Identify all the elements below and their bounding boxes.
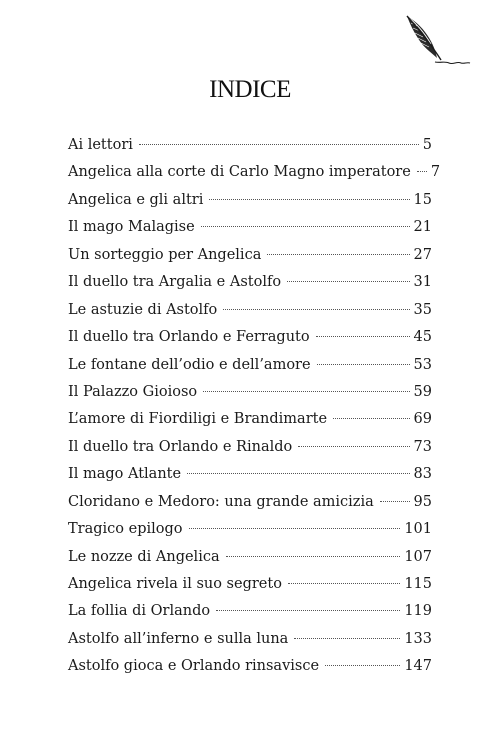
toc-entry [68, 384, 432, 411]
dot-leader [294, 638, 400, 639]
toc-entry-title: L’amore di Fiordiligi e Brandimarte [68, 411, 328, 428]
toc-entry-page-number: 119 [404, 603, 432, 620]
toc-entry-page-number: 5 [422, 137, 432, 153]
toc-entry-title: Cloridano e Medoro: una grande amicizia [68, 493, 374, 510]
table-of-contents [68, 137, 441, 686]
toc-entry-title: Tragico epilogo [68, 521, 183, 538]
toc-entry [68, 219, 432, 246]
quill-pen-icon [405, 14, 471, 70]
toc-entry-page-number: 115 [404, 576, 432, 592]
toc-entry [68, 137, 432, 164]
toc-entry [68, 521, 432, 548]
toc-entry [68, 658, 432, 685]
toc-entry-page-number: 35 [413, 301, 432, 318]
toc-entry-title: Angelica e gli altri [68, 191, 204, 208]
toc-entry-title: Angelica rivela il suo segreto [68, 576, 282, 592]
dot-leader [317, 364, 410, 365]
dot-leader [226, 556, 401, 557]
toc-entry-title: Le astuzie di Astolfo [68, 301, 218, 318]
toc-entry [68, 603, 432, 630]
toc-entry [68, 631, 432, 658]
dot-leader [316, 336, 410, 337]
dot-leader [298, 446, 409, 447]
toc-entry-title: Il duello tra Orlando e Rinaldo [68, 438, 293, 455]
toc-entry [68, 192, 432, 219]
dot-leader [187, 473, 409, 474]
toc-entry [68, 357, 432, 384]
toc-entry [68, 411, 432, 438]
toc-entry-page-number: 21 [413, 219, 432, 236]
toc-entry-page-number: 7 [430, 164, 441, 181]
toc-entry-title: Il duello tra Argalia e Astolfo [68, 274, 282, 291]
toc-entry-page-number: 15 [413, 191, 432, 208]
toc-entry [68, 576, 432, 603]
dot-leader [223, 309, 409, 310]
dot-leader [201, 226, 410, 227]
toc-entry [68, 164, 441, 191]
dot-leader [189, 528, 401, 529]
dot-leader [203, 391, 409, 392]
toc-entry-page-number: 31 [413, 274, 432, 291]
toc-entry-page-number: 101 [404, 521, 432, 538]
toc-entry [68, 494, 432, 521]
toc-entry-title: Astolfo all’inferno e sulla luna [68, 630, 289, 647]
toc-entry-page-number: 45 [413, 329, 432, 346]
toc-entry-title: Astolfo gioca e Orlando rinsavisce [68, 658, 320, 675]
dot-leader [325, 665, 400, 666]
toc-entry-title: Il duello tra Orlando e Ferraguto [68, 329, 310, 346]
toc-entry-title: Le nozze di Angelica [68, 548, 220, 565]
dot-leader [139, 144, 419, 145]
toc-entry [68, 274, 432, 301]
toc-entry-page-number: 69 [413, 411, 432, 428]
toc-entry-title: Ai lettori [68, 137, 133, 153]
dot-leader [333, 418, 410, 419]
toc-entry-page-number: 83 [413, 466, 432, 483]
toc-entry [68, 439, 432, 466]
toc-entry-page-number: 59 [413, 383, 432, 400]
dot-leader [288, 583, 400, 584]
dot-leader [209, 199, 409, 200]
dot-leader [216, 610, 400, 611]
toc-entry-page-number: 73 [413, 438, 432, 455]
toc-entry [68, 466, 432, 493]
toc-entry-title: Un sorteggio per Angelica [68, 246, 262, 263]
toc-entry [68, 549, 432, 576]
page-title: INDICE [209, 76, 291, 103]
dot-leader [417, 171, 427, 172]
toc-entry [68, 302, 432, 329]
toc-entry-page-number: 107 [404, 548, 432, 565]
toc-entry [68, 247, 432, 274]
toc-entry-title: Le fontane dell’odio e dell’amore [68, 356, 311, 373]
toc-entry-page-number: 147 [404, 658, 432, 675]
dot-leader [287, 281, 409, 282]
dot-leader [380, 501, 410, 502]
toc-entry-title: Il mago Atlante [68, 466, 182, 483]
toc-entry-page-number: 27 [413, 246, 432, 263]
toc-entry-page-number: 95 [413, 493, 432, 510]
toc-entry-title: Angelica alla corte di Carlo Magno imperatore [68, 164, 411, 181]
toc-entry-page-number: 53 [413, 356, 432, 373]
toc-entry-title: Il mago Malagise [68, 219, 195, 236]
toc-entry-page-number: 133 [404, 630, 432, 647]
dot-leader [267, 254, 409, 255]
toc-entry-title: La follia di Orlando [68, 603, 211, 620]
toc-entry [68, 329, 432, 356]
toc-entry-title: Il Palazzo Gioioso [68, 383, 198, 400]
